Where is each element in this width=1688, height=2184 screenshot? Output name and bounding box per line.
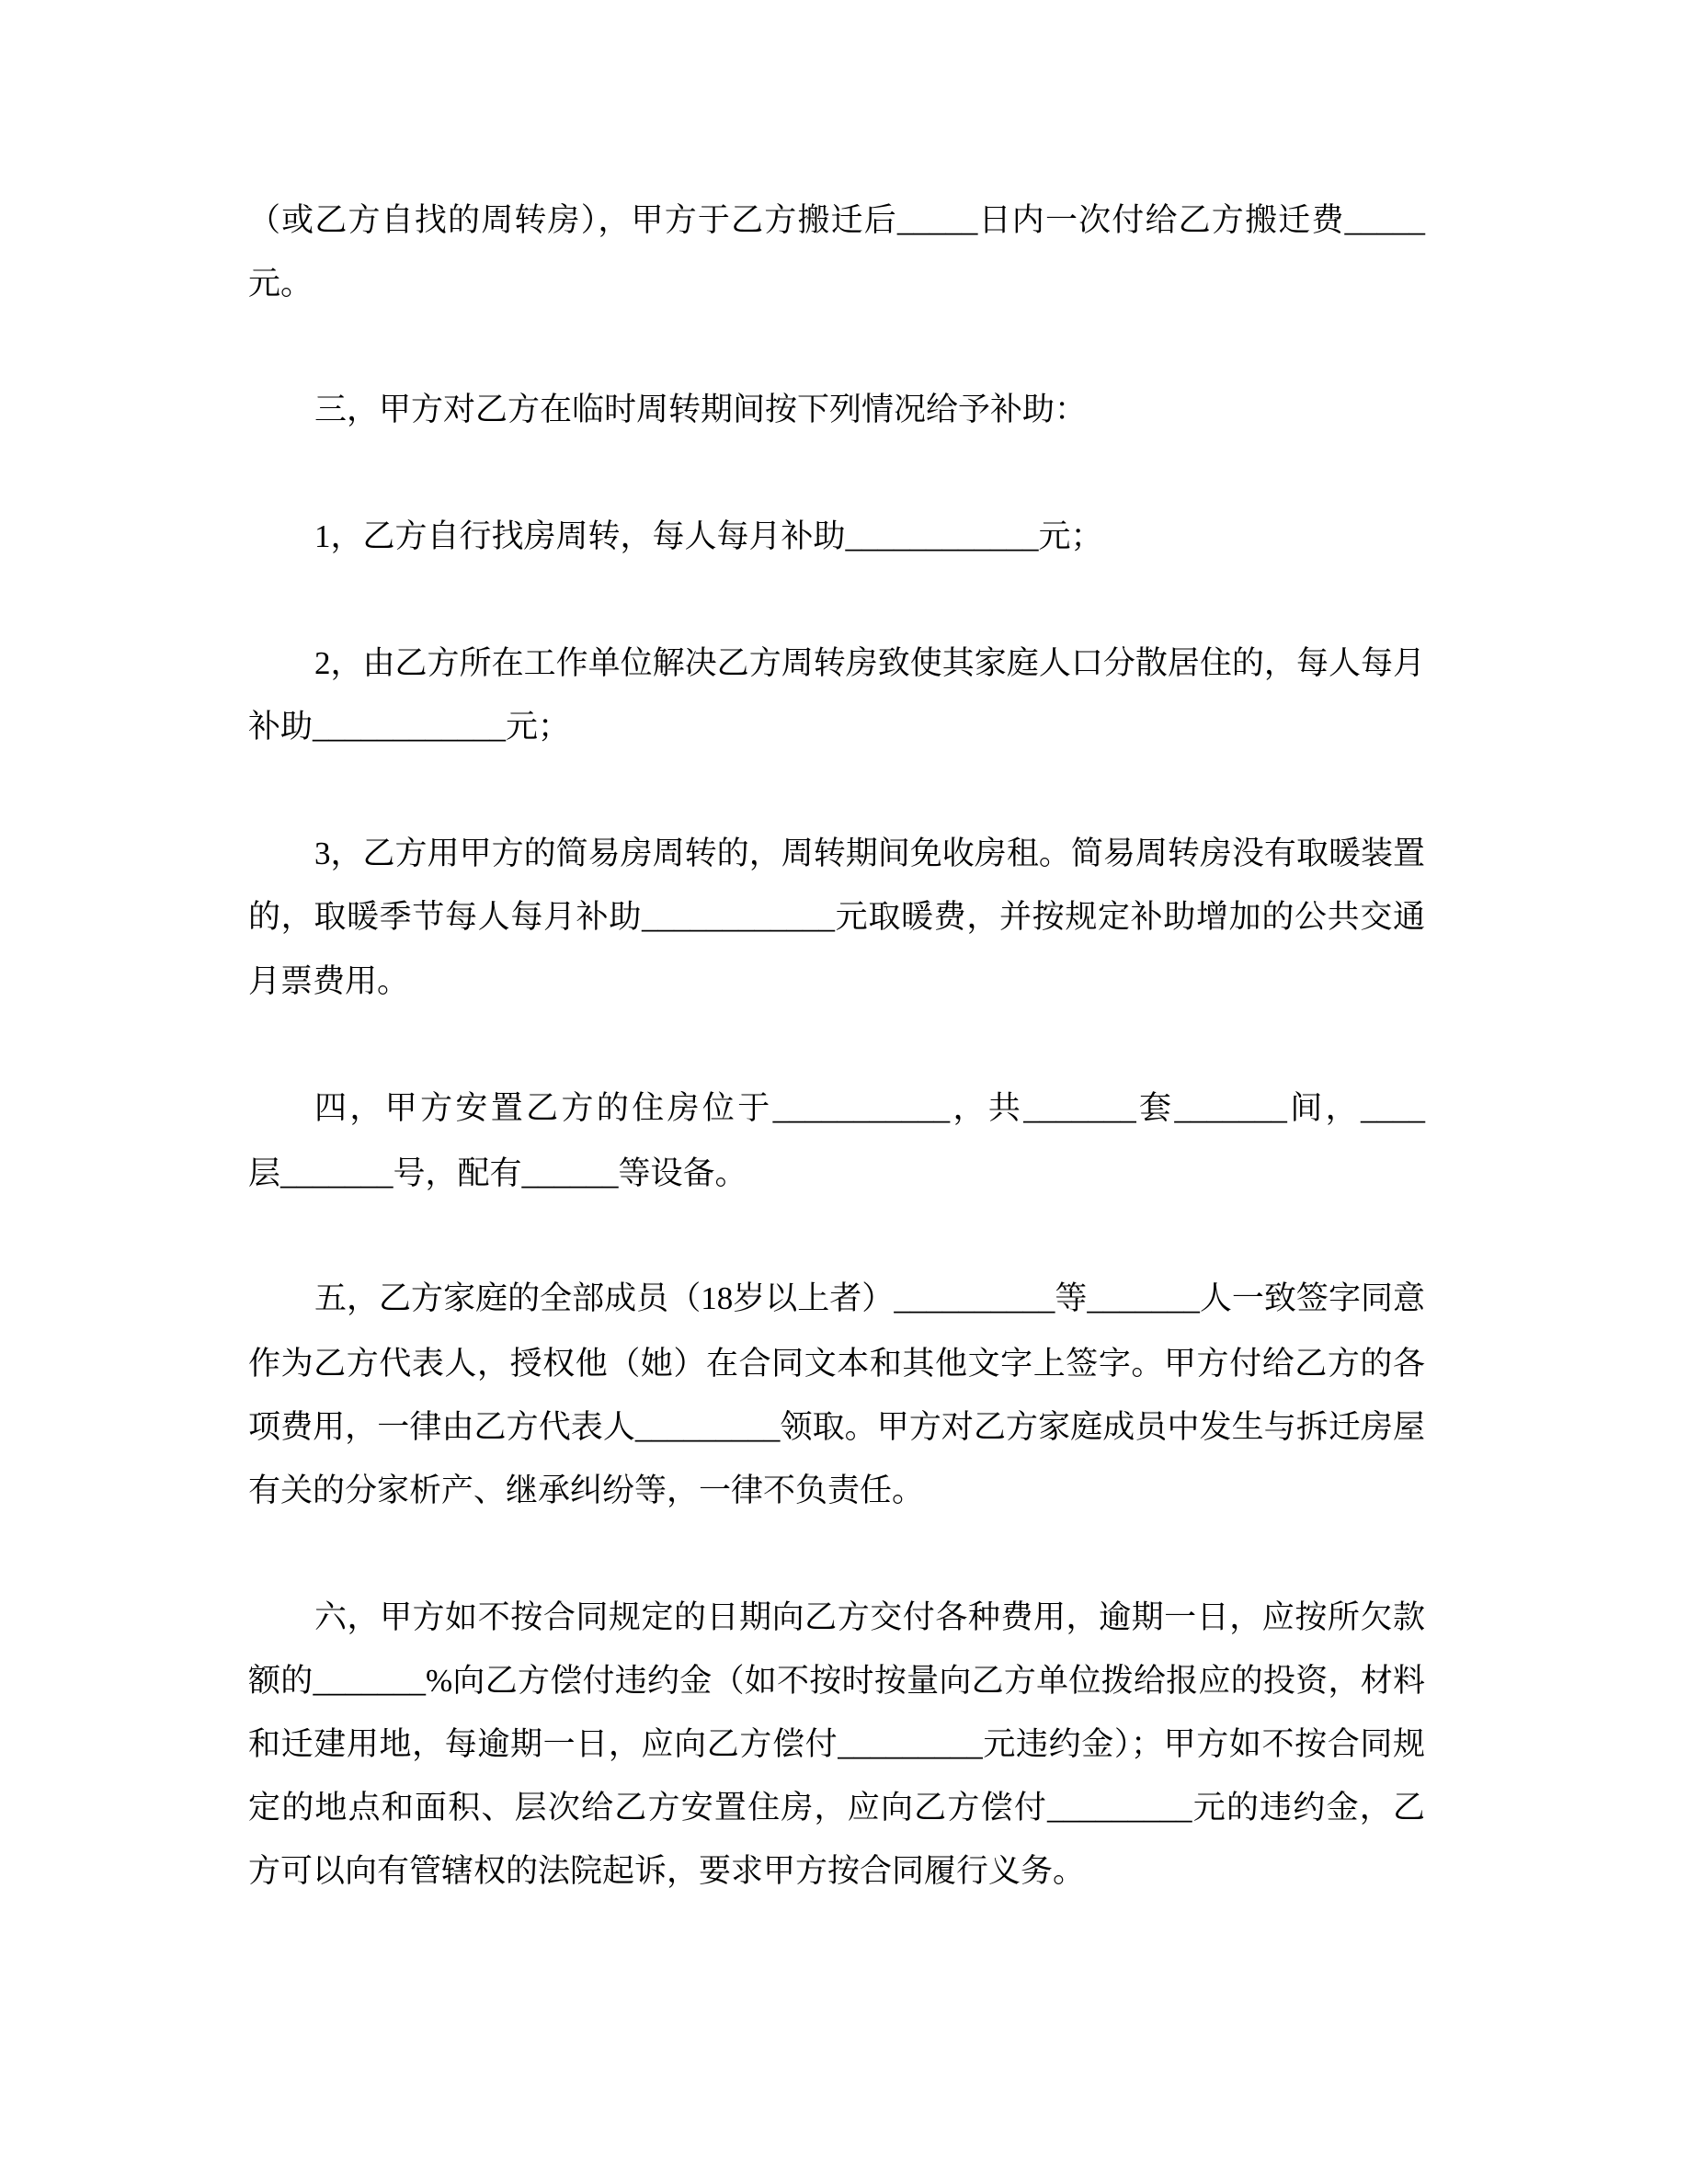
text-line: 方可以向有管辖权的法院起诉，要求甲方按合同履行义务。 <box>248 1853 1086 1889</box>
text-line: 项费用，一律由乙方代表人_________领取。甲方对乙方家庭成员中发生与拆迁房屋 <box>248 1409 1425 1445</box>
text-line: （或乙方自找的周转房），甲方于乙方搬迁后_____日内一次付给乙方搬迁费_____ <box>248 202 1425 238</box>
text-line: 层_______号，配有______等设备。 <box>248 1155 747 1191</box>
text-line: 和迁建用地，每逾期一日，应向乙方偿付_________元违约金）；甲方如不按合同规 <box>248 1726 1425 1762</box>
text-line: 的，取暖季节每人每月补助____________元取暖费，并按规定补助增加的公共交通 <box>248 899 1425 935</box>
text-line: 五，乙方家庭的全部成员（18岁以上者）__________等_______人一致签字同意 <box>314 1280 1425 1316</box>
text-line: 元。 <box>248 266 314 301</box>
text-line: 六，甲方如不按合同规定的日期向乙方交付各种费用，逾期一日，应按所欠款 <box>314 1599 1425 1635</box>
text-line: 1，乙方自行找房周转，每人每月补助____________元； <box>314 518 1103 554</box>
text-line: 额的_______%向乙方偿付违约金（如不按时按量向乙方单位拨给报应的投资，材料 <box>248 1663 1425 1699</box>
text-line: 四，甲方安置乙方的住房位于___________，共_______套_______间，____ <box>314 1090 1425 1126</box>
text-line: 有关的分家析产、继承纠纷等，一律不负责任。 <box>248 1473 925 1508</box>
text-line: 2，由乙方所在工作单位解决乙方周转房致使其家庭人口分散居住的，每人每月 <box>314 645 1425 681</box>
text-line: 三，甲方对乙方在临时周转期间按下列情况给予补助： <box>314 392 1088 427</box>
text-line: 月票费用。 <box>248 963 410 999</box>
text-line: 补助____________元； <box>248 709 571 745</box>
text-line: 作为乙方代表人，授权他（她）在合同文本和其他文字上签字。甲方付给乙方的各 <box>248 1346 1425 1382</box>
text-line: 3，乙方用甲方的简易房周转的，周转期间免收房租。简易周转房没有取暖装置 <box>314 836 1425 871</box>
text-line: 定的地点和面积、层次给乙方安置住房，应向乙方偿付_________元的违约金，乙 <box>248 1790 1425 1826</box>
